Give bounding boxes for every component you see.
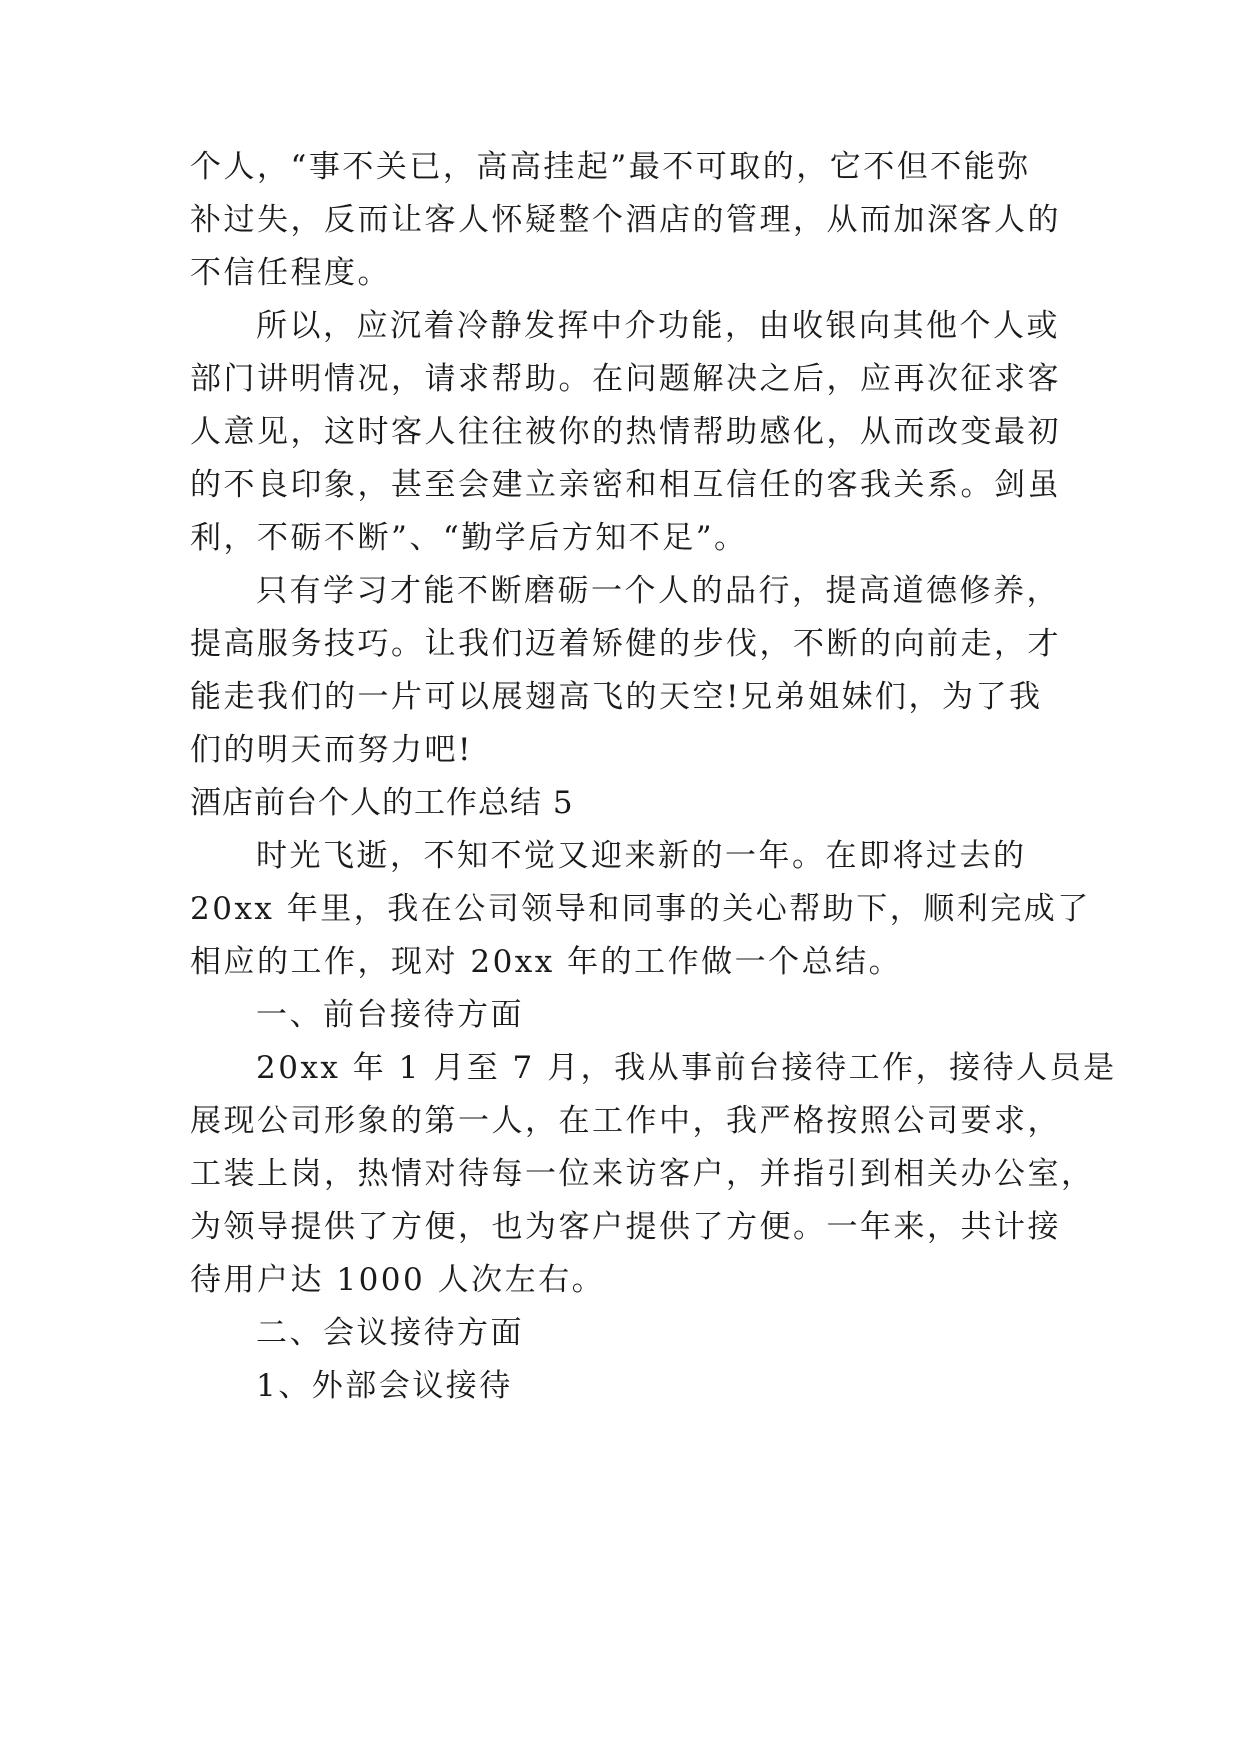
text-line: 个人，“事不关已，高高挂起”最不可取的，它不但不能弥	[190, 149, 1031, 185]
text-line: 20xx 年里，我在公司领导和同事的关心帮助下，顺利完成了	[190, 891, 1091, 927]
text-line: 不信任程度。	[190, 255, 391, 291]
paragraph-start-line: 时光飞逝，不知不觉又迎来新的一年。在即将过去的	[256, 838, 1027, 874]
paragraph-start-line: 20xx 年 1 月至 7 月，我从事前台接待工作，接待人员是	[256, 1050, 1117, 1086]
paragraph-start-line: 只有学习才能不断磨砺一个人的品行，提高道德修养，	[256, 573, 1060, 609]
text-line: 展现公司形象的第一人，在工作中，我严格按照公司要求，	[190, 1103, 1061, 1139]
text-line: 待用户达 1000 人次左右。	[190, 1262, 606, 1298]
text-line: 工装上岗，热情对待每一位来访客户，并指引到相关办公室，	[190, 1156, 1095, 1192]
text-line: 的不良印象，甚至会建立亲密和相互信任的客我关系。剑虽	[190, 467, 1061, 503]
paragraph-start-line: 所以，应沉着冷静发挥中介功能，由收银向其他个人或	[256, 308, 1060, 344]
text-line: 利，不砺不断”、“勤学后方知不足”。	[190, 520, 748, 556]
text-line: 相应的工作，现对 20xx 年的工作做一个总结。	[190, 944, 903, 980]
text-line: 部门讲明情况，请求帮助。在问题解决之后，应再次征求客	[190, 361, 1061, 397]
subsection-heading: 一、前台接待方面	[256, 997, 524, 1033]
text-line: 补过失，反而让客人怀疑整个酒店的管理，从而加深客人的	[190, 202, 1061, 238]
text-line: 们的明天而努力吧!	[190, 732, 473, 768]
text-line: 人意见，这时客人往往被你的热情帮助感化，从而改变最初	[190, 414, 1061, 450]
subsection-heading: 1、外部会议接待	[256, 1368, 513, 1404]
subsection-heading: 二、会议接待方面	[256, 1315, 524, 1351]
text-line: 能走我们的一片可以展翅高飞的天空!兄弟姐妹们，为了我	[190, 679, 1043, 715]
text-line: 为领导提供了方便，也为客户提供了方便。一年来，共计接	[190, 1209, 1061, 1245]
section-title: 酒店前台个人的工作总结 5	[190, 785, 574, 821]
text-line: 提高服务技巧。让我们迈着矫健的步伐，不断的向前走，才	[190, 626, 1061, 662]
